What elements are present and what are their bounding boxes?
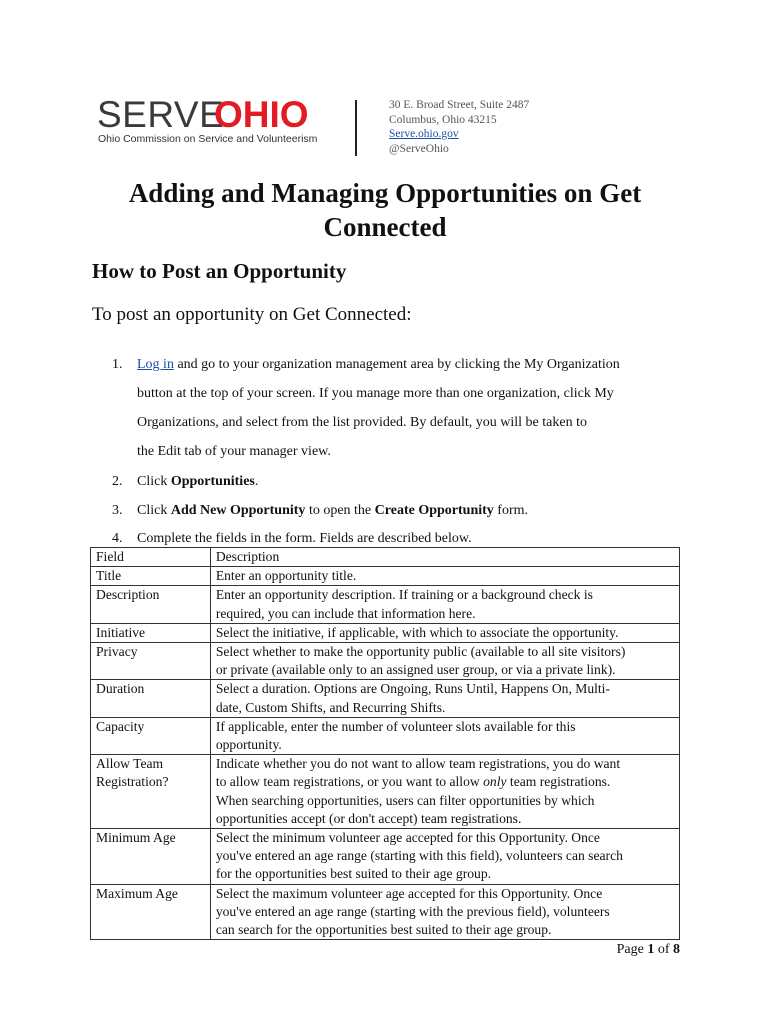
step-number: 4. bbox=[112, 531, 123, 546]
description-line: Select the maximum volunteer age accepted for this Opportunity. Once bbox=[215, 885, 603, 901]
title-line-1: Adding and Managing Opportunities on Get bbox=[128, 178, 642, 208]
table-row bbox=[91, 586, 680, 623]
field-description bbox=[210, 717, 679, 754]
address-city: Columbus, Ohio 43215 bbox=[389, 113, 497, 126]
table-row bbox=[91, 717, 680, 754]
page-label: Page bbox=[616, 942, 648, 957]
step-text: form. bbox=[493, 503, 528, 518]
field-name: Duration bbox=[91, 680, 211, 717]
field-name: Capacity bbox=[91, 717, 211, 754]
address-block bbox=[389, 98, 529, 156]
table-row bbox=[91, 680, 680, 717]
intro-text: To post an opportunity on Get Connected: bbox=[92, 304, 412, 325]
field-name bbox=[91, 755, 211, 829]
social-handle: @ServeOhio bbox=[389, 142, 449, 155]
step-number: 1. bbox=[112, 357, 123, 372]
field-description bbox=[210, 643, 679, 680]
page-number bbox=[617, 942, 680, 958]
step-text: to open the bbox=[305, 503, 375, 518]
field-description bbox=[210, 680, 679, 717]
description-line: Enter an opportunity description. If training or a background check is bbox=[215, 587, 593, 603]
table-row bbox=[91, 755, 680, 829]
table-header-description: Description bbox=[210, 548, 679, 567]
table-header-row bbox=[91, 548, 680, 567]
add-new-opportunity-label: Add New Opportunity bbox=[170, 503, 306, 518]
table-row bbox=[91, 567, 680, 586]
serve-ohio-logo bbox=[97, 96, 337, 146]
website-link[interactable]: Serve.ohio.gov bbox=[389, 128, 459, 140]
step-text: button at the top of your screen. If you manage more than one organization, click My bbox=[137, 386, 614, 401]
field-name: Initiative bbox=[91, 623, 211, 642]
opportunities-label: Opportunities bbox=[170, 474, 255, 489]
fields-table bbox=[90, 547, 680, 940]
description-line: opportunities accept (or don't accept) team registrations. bbox=[215, 810, 522, 826]
field-name: Maximum Age bbox=[91, 884, 211, 940]
field-description bbox=[210, 567, 679, 586]
logo-serve-text: SERVE bbox=[97, 94, 225, 135]
title-line-2: Connected bbox=[323, 212, 447, 242]
table-row bbox=[91, 829, 680, 885]
step-text: Click bbox=[137, 503, 171, 518]
logo-subtitle: Ohio Commission on Service and Volunteerism bbox=[98, 133, 318, 145]
page-current: 1 bbox=[647, 942, 655, 957]
table-header-field: Field bbox=[91, 548, 211, 567]
description-line: Indicate whether you do not want to allow team registrations, you do want bbox=[215, 756, 621, 772]
description-line: Select the minimum volunteer age accepted for this Opportunity. Once bbox=[215, 830, 600, 846]
description-line: for the opportunities best suited to their age group. bbox=[215, 866, 492, 882]
document-title bbox=[60, 176, 710, 244]
description-line: or private (available only to an assigned user group, or via a private link). bbox=[215, 662, 616, 678]
field-name: Minimum Age bbox=[91, 829, 211, 885]
description-line: you've entered an age range (starting with the previous field), volunteers bbox=[215, 903, 610, 919]
step-text: Organizations, and select from the list provided. By default, you will be taken to bbox=[137, 415, 587, 430]
description-line: you've entered an age range (starting with this field), volunteers can search bbox=[215, 848, 623, 864]
logo-ohio-text: OHIO bbox=[214, 94, 309, 135]
description-line: date, Custom Shifts, and Recurring Shifts. bbox=[215, 699, 446, 715]
description-text: team registrations. bbox=[506, 774, 611, 790]
step-number: 2. bbox=[112, 474, 123, 489]
description-line: When searching opportunities, users can filter opportunities by which bbox=[215, 792, 595, 808]
description-line: opportunity. bbox=[215, 737, 282, 753]
page-total: 8 bbox=[673, 942, 680, 957]
description-text: to allow team registrations, or you want to allow bbox=[215, 774, 484, 790]
step-text: . bbox=[254, 474, 259, 489]
field-name: Description bbox=[91, 586, 211, 623]
field-name: Privacy bbox=[91, 643, 211, 680]
description-line: can search for the opportunities best suited to their age group. bbox=[215, 922, 552, 938]
field-description bbox=[210, 755, 679, 829]
address-street: 30 E. Broad Street, Suite 2487 bbox=[389, 99, 530, 111]
field-description bbox=[210, 586, 679, 623]
description-line: Select a duration. Options are Ongoing, Runs Until, Happens On, Multi- bbox=[215, 681, 610, 697]
login-link[interactable]: Log in bbox=[137, 357, 174, 372]
description-line: If applicable, enter the number of volunteer slots available for this bbox=[215, 718, 576, 734]
description-line: Enter an opportunity title. bbox=[215, 568, 357, 584]
description-line: Select the initiative, if applicable, with which to associate the opportunity. bbox=[215, 624, 619, 640]
step-text: Complete the fields in the form. Fields are described below. bbox=[137, 531, 472, 546]
description-line: required, you can include that information here. bbox=[215, 605, 476, 621]
field-name: Title bbox=[91, 567, 211, 586]
field-name-line: Allow Team bbox=[96, 756, 164, 772]
create-opportunity-label: Create Opportunity bbox=[374, 503, 494, 518]
field-name-line: Registration? bbox=[96, 774, 169, 790]
step-number: 3. bbox=[112, 503, 123, 518]
description-line: Select whether to make the opportunity public (available to all site visitors) bbox=[215, 644, 626, 660]
table-row bbox=[91, 623, 680, 642]
page-of: of bbox=[654, 942, 673, 957]
step-text: and go to your organization management area by clicking the My Organization bbox=[173, 357, 620, 372]
header-divider bbox=[355, 100, 357, 156]
step-text: Click bbox=[137, 474, 171, 489]
table-row bbox=[91, 884, 680, 940]
table-row bbox=[91, 643, 680, 680]
field-description bbox=[210, 623, 679, 642]
description-line bbox=[216, 773, 674, 791]
only-emphasis: only bbox=[483, 774, 507, 790]
section-heading: How to Post an Opportunity bbox=[92, 259, 347, 283]
field-description bbox=[210, 884, 679, 940]
field-description bbox=[210, 829, 679, 885]
step-text: the Edit tab of your manager view. bbox=[137, 444, 331, 459]
